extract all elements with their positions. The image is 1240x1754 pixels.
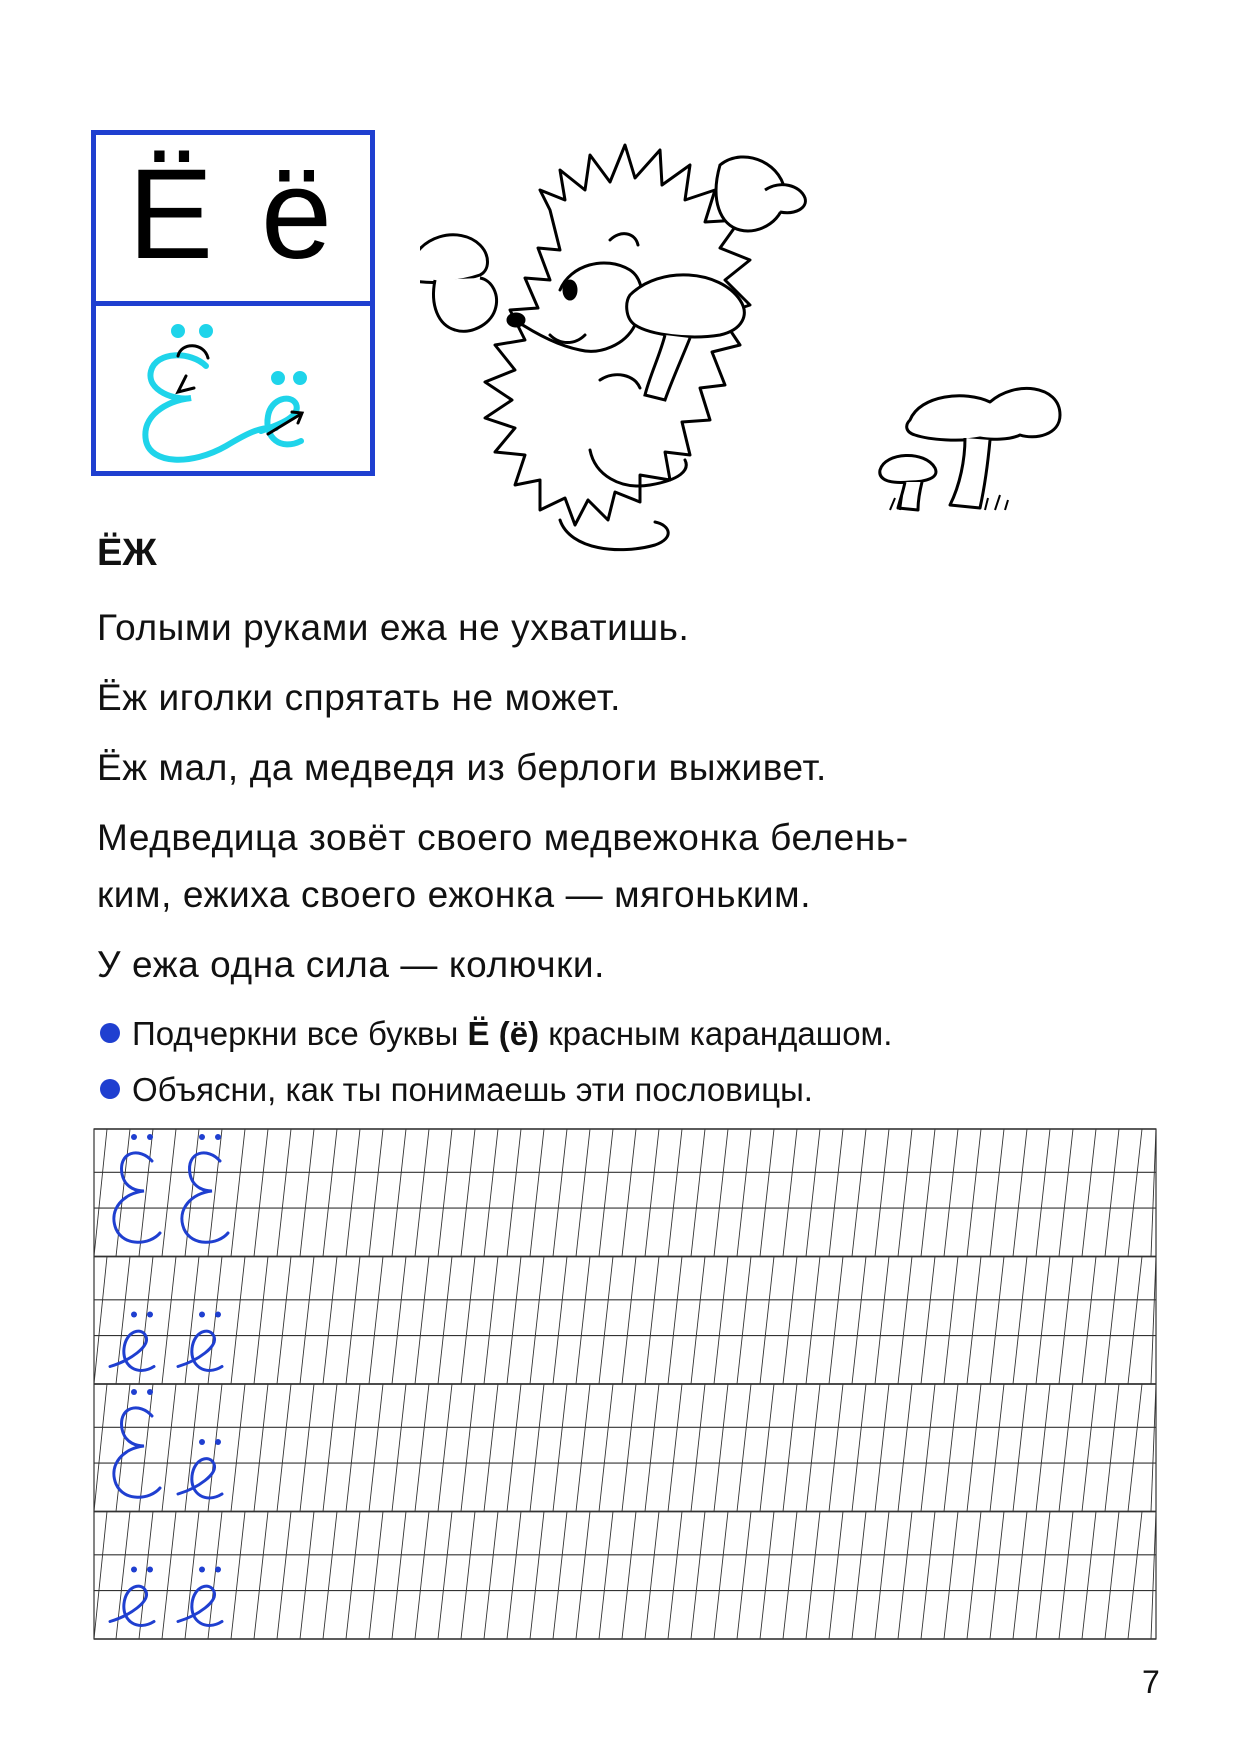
grid-slant-line — [461, 1512, 475, 1640]
grid-slant-line — [1013, 1257, 1027, 1385]
grid-slant-line — [898, 1129, 912, 1257]
grid-slant-line — [576, 1257, 590, 1385]
grid-slant-line — [875, 1257, 889, 1385]
grid-slant-line — [1128, 1512, 1142, 1640]
grid-slant-line — [668, 1257, 682, 1385]
grid-slant-line — [967, 1129, 981, 1257]
grid-slant-line — [1059, 1129, 1073, 1257]
grid-slant-line — [94, 1257, 107, 1385]
grid-slant-line — [806, 1384, 820, 1512]
page-title: ЁЖ — [97, 532, 157, 574]
grid-slant-line — [737, 1384, 751, 1512]
grid-slant-line — [415, 1129, 429, 1257]
grid-slant-line — [94, 1512, 107, 1640]
grid-slant-line — [806, 1512, 820, 1640]
grid-slant-line — [346, 1384, 360, 1512]
grid-slant-line — [323, 1512, 337, 1640]
grid-slant-line — [507, 1129, 521, 1257]
grid-slant-line — [806, 1257, 820, 1385]
grid-slant-line — [967, 1384, 981, 1512]
grid-slant-line — [300, 1384, 314, 1512]
grid-slant-line — [530, 1129, 544, 1257]
grid-slant-line — [852, 1512, 866, 1640]
grid-slant-line — [1059, 1384, 1073, 1512]
grid-slant-line — [944, 1512, 958, 1640]
grid-slant-line — [507, 1384, 521, 1512]
grid-slant-line — [323, 1129, 337, 1257]
grid-slant-line — [277, 1257, 291, 1385]
grid-slant-line — [231, 1512, 245, 1640]
grid-slant-line — [1151, 1384, 1156, 1512]
sample-diaeresis-dot — [199, 1567, 205, 1573]
grid-slant-line — [760, 1512, 774, 1640]
grid-slant-line — [599, 1257, 613, 1385]
grid-slant-line — [967, 1257, 981, 1385]
sample-diaeresis-dot — [147, 1312, 153, 1318]
grid-slant-line — [231, 1384, 245, 1512]
grid-slant-line — [254, 1257, 268, 1385]
grid-slant-line — [323, 1384, 337, 1512]
bullet-dot — [100, 1079, 120, 1099]
grid-slant-line — [438, 1512, 452, 1640]
grid-slant-line — [1105, 1384, 1119, 1512]
grid-slant-line — [829, 1384, 843, 1512]
grid-slant-line — [507, 1257, 521, 1385]
grid-slant-line — [484, 1512, 498, 1640]
proverb-2: Ёж иголки спрятать не может. — [97, 677, 622, 718]
grid-slant-line — [530, 1257, 544, 1385]
grid-slant-line — [323, 1257, 337, 1385]
grid-slant-line — [714, 1129, 728, 1257]
grid-slant-line — [806, 1129, 820, 1257]
grid-slant-line — [760, 1384, 774, 1512]
proverb-3: Ёж мал, да медведя из берлоги выживет. — [97, 747, 827, 788]
grid-slant-line — [1036, 1512, 1050, 1640]
grid-slant-line — [691, 1129, 705, 1257]
grid-slant-line — [944, 1257, 958, 1385]
sample-diaeresis-dot — [131, 1567, 137, 1573]
grid-slant-line — [208, 1129, 222, 1257]
sample-diaeresis-dot — [215, 1439, 221, 1445]
grid-slant-line — [277, 1129, 291, 1257]
grid-slant-line — [415, 1384, 429, 1512]
grid-slant-line — [484, 1257, 498, 1385]
grid-slant-line — [1013, 1512, 1027, 1640]
grid-slant-line — [277, 1512, 291, 1640]
grid-slant-line — [921, 1257, 935, 1385]
sample-script-upper-yo — [114, 1408, 160, 1497]
grid-slant-line — [1105, 1512, 1119, 1640]
sample-script-lower-yo — [178, 1459, 222, 1498]
grid-slant-line — [691, 1512, 705, 1640]
task-explain — [100, 1070, 813, 1110]
sample-diaeresis-dot — [215, 1567, 221, 1573]
task-underline — [100, 1014, 892, 1054]
letter-card — [91, 130, 375, 476]
grid-slant-line — [392, 1257, 406, 1385]
grid-slant-line — [852, 1257, 866, 1385]
grid-slant-line — [576, 1129, 590, 1257]
grid-slant-line — [392, 1129, 406, 1257]
grid-slant-line — [461, 1384, 475, 1512]
task-1-bold: Ё (ё) — [467, 1015, 540, 1052]
grid-slant-line — [277, 1384, 291, 1512]
sample-diaeresis-dot — [199, 1134, 205, 1140]
grid-slant-line — [553, 1257, 567, 1385]
grid-slant-line — [737, 1512, 751, 1640]
grid-slant-line — [1128, 1257, 1142, 1385]
grid-slant-line — [139, 1257, 153, 1385]
grid-slant-line — [208, 1512, 222, 1640]
grid-slant-line — [438, 1129, 452, 1257]
sample-script-upper-yo — [114, 1153, 160, 1242]
grid-slant-line — [783, 1257, 797, 1385]
grid-slant-line — [254, 1384, 268, 1512]
grid-slant-line — [599, 1512, 613, 1640]
grid-slant-line — [783, 1129, 797, 1257]
grid-slant-line — [162, 1384, 176, 1512]
grid-slant-line — [944, 1129, 958, 1257]
grid-slant-line — [622, 1512, 636, 1640]
task-1-rest: красным карандашом. — [539, 1015, 893, 1052]
grid-slant-line — [553, 1384, 567, 1512]
grid-slant-line — [691, 1384, 705, 1512]
grid-slant-line — [668, 1512, 682, 1640]
sample-diaeresis-dot — [131, 1312, 137, 1318]
grid-slant-line — [1151, 1257, 1156, 1385]
grid-slant-line — [553, 1512, 567, 1640]
sample-script-lower-yo — [110, 1586, 154, 1625]
hedgehog-illustration — [420, 130, 830, 570]
grid-slant-line — [668, 1384, 682, 1512]
grid-slant-line — [300, 1512, 314, 1640]
grid-slant-line — [714, 1384, 728, 1512]
grid-slant-line — [645, 1129, 659, 1257]
grid-slant-line — [254, 1129, 268, 1257]
grid-slant-line — [1036, 1129, 1050, 1257]
grid-slant-line — [783, 1512, 797, 1640]
grid-slant-line — [139, 1512, 153, 1640]
grid-slant-line — [921, 1129, 935, 1257]
grid-slant-line — [760, 1129, 774, 1257]
grid-slant-line — [714, 1257, 728, 1385]
sample-script-upper-yo — [182, 1153, 228, 1242]
grid-slant-line — [1059, 1257, 1073, 1385]
grid-slant-line — [1013, 1129, 1027, 1257]
grid-slant-line — [415, 1512, 429, 1640]
grid-slant-line — [691, 1257, 705, 1385]
sample-diaeresis-dot — [147, 1134, 153, 1140]
grid-slant-line — [1082, 1129, 1096, 1257]
grid-slant-line — [829, 1257, 843, 1385]
grid-slant-line — [1082, 1257, 1096, 1385]
grid-slant-line — [875, 1384, 889, 1512]
grid-slant-line — [369, 1512, 383, 1640]
grid-slant-line — [231, 1129, 245, 1257]
sample-diaeresis-dot — [215, 1134, 221, 1140]
grid-slant-line — [829, 1129, 843, 1257]
proverb-1: Голыми руками ежа не ухватишь. — [97, 607, 690, 648]
grid-slant-line — [875, 1512, 889, 1640]
grid-slant-line — [461, 1129, 475, 1257]
grid-slant-line — [645, 1384, 659, 1512]
grid-slant-line — [369, 1384, 383, 1512]
grid-slant-line — [300, 1257, 314, 1385]
grid-slant-line — [990, 1512, 1004, 1640]
script-letters — [96, 306, 370, 472]
print-letters: Ё ё — [127, 143, 339, 286]
grid-slant-line — [1059, 1512, 1073, 1640]
sample-diaeresis-dot — [215, 1312, 221, 1318]
grid-slant-line — [300, 1129, 314, 1257]
grid-slant-line — [484, 1384, 498, 1512]
grid-slant-line — [392, 1512, 406, 1640]
sample-diaeresis-dot — [147, 1389, 153, 1395]
grid-slant-line — [668, 1129, 682, 1257]
sample-diaeresis-dot — [131, 1389, 137, 1395]
grid-slant-line — [944, 1384, 958, 1512]
grid-slant-line — [162, 1129, 176, 1257]
grid-slant-line — [369, 1257, 383, 1385]
grid-slant-line — [576, 1512, 590, 1640]
sample-script-lower-yo — [178, 1586, 222, 1625]
grid-slant-line — [599, 1129, 613, 1257]
grid-slant-line — [231, 1257, 245, 1385]
grid-slant-line — [254, 1512, 268, 1640]
grid-slant-line — [967, 1512, 981, 1640]
grid-slant-line — [346, 1257, 360, 1385]
sample-diaeresis-dot — [131, 1134, 137, 1140]
grid-slant-line — [622, 1129, 636, 1257]
mushrooms-illustration — [870, 380, 1070, 515]
grid-slant-line — [1151, 1512, 1156, 1640]
task-1-text: Подчеркни все буквы — [132, 1015, 468, 1052]
grid-slant-line — [898, 1384, 912, 1512]
grid-slant-line — [852, 1129, 866, 1257]
grid-slant-line — [737, 1257, 751, 1385]
grid-slant-line — [415, 1257, 429, 1385]
grid-slant-line — [162, 1257, 176, 1385]
grid-slant-line — [645, 1512, 659, 1640]
bullet-dot — [100, 1023, 120, 1043]
grid-slant-line — [783, 1384, 797, 1512]
grid-slant-line — [553, 1129, 567, 1257]
sample-script-lower-yo — [110, 1331, 154, 1370]
grid-slant-line — [1036, 1384, 1050, 1512]
grid-slant-line — [852, 1384, 866, 1512]
grid-slant-line — [576, 1384, 590, 1512]
grid-slant-line — [94, 1384, 107, 1512]
grid-slant-line — [94, 1129, 107, 1257]
grid-slant-line — [760, 1257, 774, 1385]
grid-slant-line — [829, 1512, 843, 1640]
grid-slant-line — [507, 1512, 521, 1640]
sample-diaeresis-dot — [147, 1567, 153, 1573]
grid-slant-line — [1105, 1257, 1119, 1385]
page-number: 7 — [1142, 1664, 1160, 1700]
grid-slant-line — [1082, 1512, 1096, 1640]
grid-slant-line — [530, 1384, 544, 1512]
grid-slant-line — [1151, 1129, 1156, 1257]
grid-slant-line — [622, 1384, 636, 1512]
grid-slant-line — [208, 1257, 222, 1385]
grid-slant-line — [438, 1384, 452, 1512]
grid-slant-line — [1105, 1129, 1119, 1257]
grid-slant-line — [346, 1129, 360, 1257]
grid-slant-line — [208, 1384, 222, 1512]
grid-slant-line — [714, 1512, 728, 1640]
grid-slant-line — [162, 1512, 176, 1640]
grid-slant-line — [461, 1257, 475, 1385]
sample-diaeresis-dot — [199, 1439, 205, 1445]
proverb-5: У ежа одна сила — колючки. — [97, 944, 605, 985]
grid-slant-line — [1128, 1129, 1142, 1257]
task-2-text: Объясни, как ты понимаешь эти пословицы. — [132, 1071, 813, 1108]
grid-slant-line — [921, 1512, 935, 1640]
grid-slant-line — [737, 1129, 751, 1257]
grid-slant-line — [599, 1384, 613, 1512]
grid-slant-line — [484, 1129, 498, 1257]
grid-slant-line — [1128, 1384, 1142, 1512]
grid-slant-line — [990, 1384, 1004, 1512]
proverb-4-line-1: Медведица зовёт своего медвежонка белень- — [97, 817, 909, 858]
grid-slant-line — [875, 1129, 889, 1257]
grid-slant-line — [1082, 1384, 1096, 1512]
proverb-4-line-2: ким, ежиха своего ежонка — мягоньким. — [97, 874, 812, 915]
sample-script-lower-yo — [178, 1331, 222, 1370]
grid-slant-line — [346, 1512, 360, 1640]
grid-slant-line — [622, 1257, 636, 1385]
copybook-grid — [90, 1125, 1162, 1645]
grid-slant-line — [1036, 1257, 1050, 1385]
grid-slant-line — [898, 1257, 912, 1385]
grid-slant-line — [921, 1384, 935, 1512]
grid-slant-line — [438, 1257, 452, 1385]
grid-slant-line — [898, 1512, 912, 1640]
grid-slant-line — [990, 1129, 1004, 1257]
grid-slant-line — [530, 1512, 544, 1640]
grid-slant-line — [645, 1257, 659, 1385]
grid-slant-line — [392, 1384, 406, 1512]
sample-diaeresis-dot — [199, 1312, 205, 1318]
grid-slant-line — [369, 1129, 383, 1257]
grid-slant-line — [1013, 1384, 1027, 1512]
grid-slant-line — [990, 1257, 1004, 1385]
